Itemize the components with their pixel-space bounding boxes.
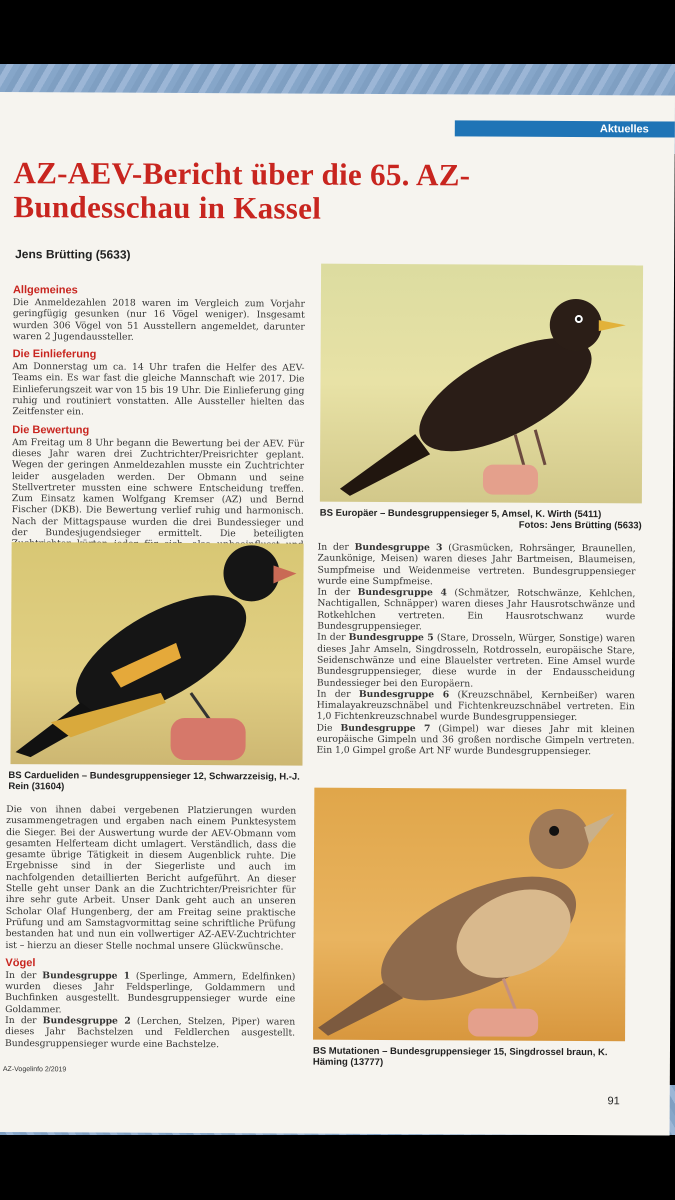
caption-singdrossel: BS Mutationen – Bundesgruppensieger 15, Singdrossel braun, K. Häming (13777) <box>312 1045 608 1069</box>
caption-fotos-text: Fotos: Jens Brütting (5633) <box>518 519 642 532</box>
column-right <box>317 542 636 758</box>
text-bg3: In der Bundesgruppe 3 (Grasmücken, Rohrsänger, Braunellen, Zaunkönige, Meisen) waren dieses Jahr Bartmeisen, Blaumeisen, Sumpfmeise und Weidenmeise vertreten. Bundesgruppensieger wurde eine Sumpfmeise. <box>317 541 636 588</box>
heading-bewertung: Die Bewertung <box>12 423 90 437</box>
heading-allgemeines: Allgemeines <box>12 284 78 297</box>
photo-amsel <box>320 264 643 504</box>
caption-amsel-text: BS Europäer – Bundesgruppensieger 5, Amsel, K. Wirth (5411) <box>319 507 602 521</box>
text-allgemeines: Die Anmeldezahlen 2018 waren im Vergleich zum Vorjahr geringfügig gesunken (nur 16 Vögel weniger). Insgesamt wurden 306 Vögel von 51 Ausstellern angemeldet, darunter waren 2 Jugendaussteller. <box>12 297 305 343</box>
siskin-illustration <box>10 542 303 766</box>
caption-zeisig: BS Carduеliden – Bundesgruppensieger 12, Schwarzzeisig, H.-J. Rein (31604) <box>8 770 300 793</box>
column-left-bottom <box>5 804 296 1050</box>
text-bg1: In der Bundesgruppe 1 (Sperlinge, Ammern, Edelfinken) wurden dieses Jahr Feldsperlinge, Goldammern und Buchfinken ausgestellt. Bundesgruppensieger wurde eine Goldammer. <box>5 969 296 1016</box>
magazine-page <box>0 92 675 1136</box>
footer-publication: AZ-Vogelinfo 2/2019 <box>2 1066 67 1074</box>
heading-einlieferung: Die Einlieferung <box>12 348 97 361</box>
text-bg5: In der Bundesgruppe 5 (Stare, Drosseln, Würger, Sonstige) waren dieses Jahr Amseln, Singdrosseln, Rotdrosseln, europäische Stare, Seidenschwänze und eine Blauelster vertreten. Eine Amsel wurde Bundesgruppensieger, diese wurde in der Endausscheidung Bundessieger bei den Europäern. <box>316 632 636 690</box>
page-number: 91 <box>607 1095 620 1108</box>
heading-voegel: Vögel <box>5 956 36 970</box>
caption-amsel <box>320 508 642 532</box>
text-bewertung: Am Freitag um 8 Uhr begann die Bewertung bei der AEV. Für dieses Jahr waren drei Zuchtrichter/Preisrichter geplant. Wegen der geringen Anmeldezahlen musste ein Zuchtrichter leider ausgeladen werden. Der Obmann und seine Stellvertreter mussten eine schwere Entscheidung treffen. Zum Einsatz kamen Wolfgang Kremser (AZ) und Bernd Fischer (DKB). Die Bewertung verlief ruhig und harmonisch. Nach der Mittagspause wurden die drei Bundessieger und der Bundesjugendsieger ermittelt. Die beteiligten <box>11 436 305 540</box>
column-left-top <box>12 278 305 562</box>
section-tag: Aktuelles <box>455 120 675 137</box>
text-einlieferung: Am Donnerstag um ca. 14 Uhr trafen die Helfer des AEV-Teams ein. Es war fast die gleiche Mannschaft wie 2017. Die Einlieferungszeit war von 15 bis 19 Uhr. Die Einlieferung ging ruhig und routiniert vonstatten. Alle Aussteller hielten das Zeitfenster ein. <box>12 361 305 418</box>
article-title: AZ-AEV-Bericht über die 65. AZ-Bundesschau in Kassel <box>13 155 471 226</box>
photo-schwarzzeisig <box>10 542 303 766</box>
text-platzierung: Die von ihnen dabei vergebenen Platzierungen wurden zusammengetragen und ergaben nach einem Punktesystem die Sieger. Bei der Auswertung wurde der AEV-Obmann vom gesamten Helferteam dicht umlagert. Verständlich, dass die gesamte übrige Tätigkeit in diesem Augenblick ruhte. Die Ergebnisse sind in der Siegerliste und auch im nachfolgenden detaillierten Bericht aufgeführt. An dieser Stelle geht unser Dank an die Zuchtrichter/Preisrichter für ihre sehr gute Arbeit. Unser Dank geht auch an unseren Scholar Olaf Hungenberg, der am Freitag seine praktische Prüfung und am Samstagvormittag seine schriftliche Prüfung bestanden hat und nun ein vollwertiger AZ-AEV-Zuchtrichter ist – hierzu an dieser Stelle nochmal unsere Glückwünsche. <box>5 804 297 953</box>
thrush-illustration <box>313 788 626 1042</box>
text-bg6: In der Bundesgruppe 6 (Kreuzschnäbel, Kernbeißer) waren Himalayakreuzschnäbel und Fichtenkreuzschnäbel vertreten. Ein 1,0 Fichtenkreuzschnabel wurde Bundesgruppensieger. <box>316 688 635 724</box>
text-bg2: In der Bundesgruppe 2 (Lerchen, Stelzen, Piper) waren dieses Jahr Bachstelzen und Feldlerchen ausgestellt. Bundesgruppensieger wurde eine Bachstelze. <box>4 1015 296 1050</box>
author-line: Jens Brütting (5633) <box>15 247 131 262</box>
text-bg7: Die Bundesgruppe 7 (Gimpel) war dieses Jahr mit kleinen europäische Gimpeln und 36 großen nordische Gimpeln vertreten. Ein 1,0 Gimpel große Art NF wurde Bundesgruppensieger. <box>316 722 635 758</box>
text-bg4: In der Bundesgruppe 4 (Schmätzer, Rotschwänze, Kehlchen, Nachtigallen, Schnäpper) waren dieses Jahr Hausrotschwänze und Rotkehlchen vertreten. Ein Hausrotschwanz wurde Bundesgruppensieger. <box>317 586 636 633</box>
photo-singdrossel <box>313 788 626 1042</box>
blackbird-illustration <box>320 264 643 504</box>
